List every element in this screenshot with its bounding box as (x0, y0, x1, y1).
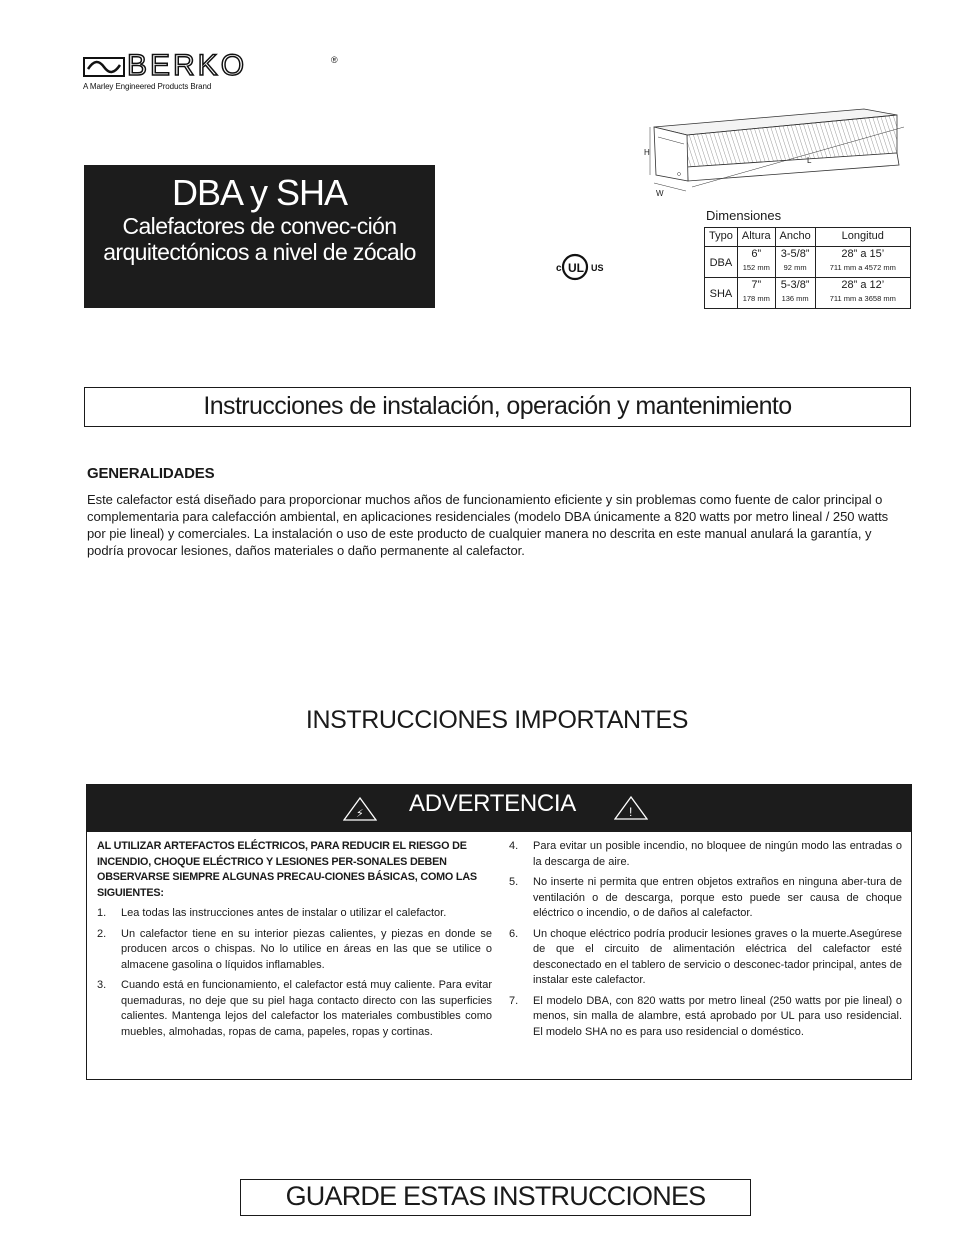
heater-diagram (642, 107, 917, 207)
logo-tagline: A Marley Engineered Products Brand (83, 82, 212, 91)
generalidades-body: Este calefactor está diseñado para proporcionar muchos años de funcionamiento eficiente y sin problemas como fuente de calor principal o complementaria para calefacción ambiental, en aplicaciones residenciales (modelo DBA únicamente a 820 watts por metro lineal / 250 watts por pie lineal) y comerciales. La instalación o uso de este producto de cualquier manera no descrita en este manual anulará la garantía, y podría provocar lesiones, daños materiales o daño permanente al calefactor. (87, 492, 889, 558)
ul-listed-icon (553, 250, 613, 284)
caution-glyph: ! (629, 805, 633, 819)
cell-type: SHA (705, 278, 738, 309)
warning-box (86, 784, 912, 1080)
list-item-text: Cuando está en funcionamiento, el calefactor está muy caliente. Para evitar quemaduras, no deje que su piel haga contacto directo con las superficies calientes. Mantenga lejos del calefactor los materiales combustibles como muebles, almohadas, ropas de cama, papeles, ropas y cortinas. (121, 979, 492, 1038)
cell-width-mm: 136 mm (781, 294, 809, 303)
list-item-number: 6. (509, 927, 519, 940)
list-item-number: 3. (97, 979, 107, 991)
cell-width (775, 247, 815, 278)
warning-intro: AL UTILIZAR ARTEFACTOS ELÉCTRICOS, PARA REDUCIR EL RIESGO DE INCENDIO, CHOQUE ELÉCTRICO Y LESIONES PER-SONALES DEBEN OBSERVARSE SIEMPRE ALGUNAS PRECAU-CIONES BÁSICAS, COMO LAS SIGUIENTES: (97, 840, 477, 899)
cell-type: DBA (705, 247, 738, 278)
dim-label-h: H (644, 148, 650, 157)
dimensions-table (704, 227, 911, 309)
cell-length (815, 247, 910, 278)
list-item-text: El modelo DBA, con 820 watts por metro lineal (250 watts por pie lineal) o menos, sin malla de alambre, está aprobado por UL para uso residencial. El modelo SHA no es para uso residencial o doméstico. (533, 994, 902, 1038)
logo-wordmark: BERKO (127, 49, 248, 82)
ul-c-text: c (556, 263, 562, 274)
berko-logo (83, 49, 353, 93)
cell-width-in: 3-5/8” (780, 248, 810, 260)
title-block (84, 165, 435, 308)
table-row (705, 278, 911, 309)
table-row (705, 247, 911, 278)
list-item (97, 927, 492, 974)
cell-height-mm: 152 mm (742, 263, 770, 272)
cell-width-mm: 92 mm (783, 263, 807, 272)
dimensions-caption: Dimensiones (706, 208, 782, 223)
dim-label-l: L (807, 156, 812, 165)
list-item-number: 1. (97, 907, 107, 919)
ul-certification-mark (553, 250, 613, 284)
col-header-longitud: Longitud (815, 228, 910, 247)
warning-column-right (509, 839, 902, 1045)
cell-height-mm: 178 mm (742, 294, 770, 303)
list-item-text: Lea todas las instrucciones antes de instalar o utilizar el calefactor. (121, 907, 447, 919)
list-item (509, 839, 902, 870)
ul-center-text: UL (568, 261, 584, 275)
col-header-altura: Altura (737, 228, 775, 247)
list-item (509, 927, 902, 989)
list-item-text: No inserte ni permita que entren objetos extraños en ninguna aber-tura de ventilación o de descarga, porque esto puede ser causa de choque eléctrico o incendio, o de daños al calefactor. (533, 876, 902, 919)
cell-length-in: 28” a 15’ (841, 248, 885, 260)
cell-height-in: 7” (751, 279, 762, 291)
warning-title: ADVERTENCIA (409, 790, 576, 817)
list-item-number: 2. (97, 927, 107, 940)
ul-us-text: US (591, 263, 604, 273)
list-item-text: Un choque eléctrico podría producir lesiones graves o la muerte.Asegúrese de que el circuito de alimentación eléctrica del calefactor esté desconectado en el tablero de servicio o desconec-tador principal, antes de instalar este calefactor. (533, 927, 902, 986)
logo-wave-icon (83, 57, 125, 77)
important-heading: INSTRUCCIONES IMPORTANTES (305, 706, 689, 734)
list-item-number: 7. (509, 994, 519, 1007)
list-item (97, 978, 492, 1040)
logo-registered: ® (331, 55, 338, 65)
electric-hazard-glyph: ⚡ (356, 807, 364, 820)
list-item-text: Un calefactor tiene en su interior piezas calientes, y piezas en donde se producen arcos o chispas. No lo utilice en áreas en las que se utilice o almacene gasolina o líquidos inflamables. (121, 927, 492, 971)
generalidades-heading: GENERALIDADES (87, 465, 215, 482)
list-item (509, 875, 902, 922)
cell-height (737, 247, 775, 278)
col-header-ancho: Ancho (775, 228, 815, 247)
cell-width-in: 5-3/8” (780, 279, 810, 291)
dimensions-header-row (705, 228, 911, 247)
product-subtitle: Calefactores de convec-ción arquitectónicos a nivel de zócalo (103, 213, 416, 265)
list-item-number: 5. (509, 876, 519, 888)
product-title: DBA y SHA (171, 172, 348, 213)
cell-length-mm: 711 mm a 3658 mm (829, 294, 896, 303)
list-item-number: 4. (509, 840, 519, 852)
warning-header (87, 785, 911, 832)
instructions-banner: Instrucciones de instalación, operación y mantenimiento (84, 387, 911, 427)
list-item-text: Para evitar un posible incendio, no bloquee de ningún modo las entradas o la descarga de aire. (533, 840, 902, 868)
warning-column-left (97, 839, 492, 1045)
caution-icon (614, 796, 648, 820)
cell-length (815, 278, 910, 309)
cell-length-mm: 711 mm a 4572 mm (829, 263, 896, 272)
cell-height-in: 6” (751, 248, 762, 260)
list-item (509, 994, 902, 1041)
dim-label-w: W (656, 189, 664, 198)
cell-length-in: 28” a 12’ (841, 279, 885, 291)
electric-hazard-icon (343, 797, 377, 821)
save-instructions: GUARDE ESTAS INSTRUCCIONES (240, 1179, 751, 1216)
col-header-typo: Typo (705, 228, 738, 247)
list-item (97, 906, 492, 922)
cell-height (737, 278, 775, 309)
cell-width (775, 278, 815, 309)
